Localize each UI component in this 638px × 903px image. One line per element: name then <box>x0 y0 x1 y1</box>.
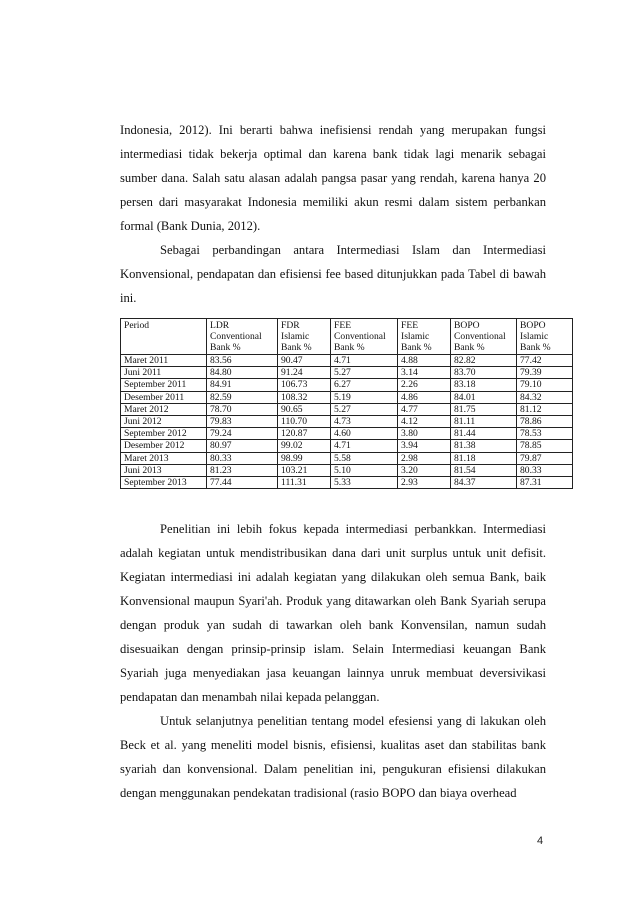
value-cell: 80.33 <box>517 464 573 476</box>
value-cell: 2.26 <box>398 379 451 391</box>
period-cell: Maret 2013 <box>121 452 207 464</box>
value-cell: 84.91 <box>207 379 278 391</box>
value-cell: 4.71 <box>331 440 398 452</box>
value-cell: 81.23 <box>207 464 278 476</box>
value-cell: 78.70 <box>207 403 278 415</box>
value-cell: 111.31 <box>278 477 331 489</box>
period-cell: Juni 2013 <box>121 464 207 476</box>
value-cell: 84.80 <box>207 367 278 379</box>
value-cell: 3.14 <box>398 367 451 379</box>
paragraph-1: Indonesia, 2012). Ini berarti bahwa inefisiensi rendah yang merupakan fungsi intermediasi tidak bekerja optimal dan karena bank tidak lagi menarik sebagai sumber dana. Salah satu alasan adalah pangsa pasar yang rendah, karena hanya 20 persen dari masyarakat Indonesia memiliki akun resmi dalam sistem perbankan formal (Bank Dunia, 2012). <box>120 123 546 233</box>
value-cell: 78.86 <box>517 416 573 428</box>
value-cell: 3.94 <box>398 440 451 452</box>
value-cell: 83.18 <box>451 379 517 391</box>
value-cell: 5.10 <box>331 464 398 476</box>
value-cell: 3.80 <box>398 428 451 440</box>
value-cell: 84.01 <box>451 391 517 403</box>
value-cell: 81.11 <box>451 416 517 428</box>
period-cell: September 2013 <box>121 477 207 489</box>
table-row <box>121 391 573 403</box>
value-cell: 5.19 <box>331 391 398 403</box>
value-cell: 110.70 <box>278 416 331 428</box>
value-cell: 99.02 <box>278 440 331 452</box>
value-cell: 87.31 <box>517 477 573 489</box>
value-cell: 79.87 <box>517 452 573 464</box>
period-cell: Desember 2011 <box>121 391 207 403</box>
table-row <box>121 464 573 476</box>
value-cell: 80.33 <box>207 452 278 464</box>
period-cell: September 2011 <box>121 379 207 391</box>
value-cell: 2.98 <box>398 452 451 464</box>
value-cell: 6.27 <box>331 379 398 391</box>
value-cell: 79.39 <box>517 367 573 379</box>
value-cell: 83.70 <box>451 367 517 379</box>
value-cell: 77.42 <box>517 355 573 367</box>
header-cell: FEE Islamic Bank % <box>398 319 451 355</box>
table-row <box>121 379 573 391</box>
value-cell: 4.71 <box>331 355 398 367</box>
value-cell: 4.88 <box>398 355 451 367</box>
value-cell: 120.87 <box>278 428 331 440</box>
value-cell: 81.38 <box>451 440 517 452</box>
paragraph-2: Sebagai perbandingan antara Intermediasi Islam dan Intermediasi Konvensional, pendapatan dan efisiensi fee based ditunjukkan pada Tabel di bawah ini. <box>120 243 546 305</box>
header-cell: Period <box>121 319 207 355</box>
value-cell: 5.27 <box>331 403 398 415</box>
table-row <box>121 403 573 415</box>
value-cell: 78.85 <box>517 440 573 452</box>
table-body <box>121 355 573 489</box>
table-row <box>121 428 573 440</box>
value-cell: 82.59 <box>207 391 278 403</box>
value-cell: 78.53 <box>517 428 573 440</box>
value-cell: 81.12 <box>517 403 573 415</box>
period-cell: Maret 2012 <box>121 403 207 415</box>
value-cell: 81.75 <box>451 403 517 415</box>
value-cell: 80.97 <box>207 440 278 452</box>
value-cell: 81.44 <box>451 428 517 440</box>
value-cell: 90.65 <box>278 403 331 415</box>
value-cell: 106.73 <box>278 379 331 391</box>
value-cell: 90.47 <box>278 355 331 367</box>
value-cell: 5.33 <box>331 477 398 489</box>
period-cell: September 2012 <box>121 428 207 440</box>
page-number: 4 <box>537 835 544 847</box>
table-row <box>121 440 573 452</box>
value-cell: 82.82 <box>451 355 517 367</box>
header-cell: LDR Conventional Bank % <box>207 319 278 355</box>
period-cell: Juni 2012 <box>121 416 207 428</box>
value-cell: 5.27 <box>331 367 398 379</box>
period-cell: Desember 2012 <box>121 440 207 452</box>
header-cell: FEE Conventional Bank % <box>331 319 398 355</box>
value-cell: 4.86 <box>398 391 451 403</box>
value-cell: 2.93 <box>398 477 451 489</box>
header-cell: FDR Islamic Bank % <box>278 319 331 355</box>
value-cell: 3.20 <box>398 464 451 476</box>
table-header-row <box>121 319 573 355</box>
value-cell: 79.83 <box>207 416 278 428</box>
header-cell: BOPO Islamic Bank % <box>517 319 573 355</box>
value-cell: 4.77 <box>398 403 451 415</box>
value-cell: 98.99 <box>278 452 331 464</box>
paragraph-4: Untuk selanjutnya penelitian tentang model efesiensi yang di lakukan oleh Beck et al. yang meneliti model bisnis, efisiensi, kualitas aset dan stabilitas bank syariah dan konvensional. Dalam penelitian ini, pengukuran efisiensi dilakukan dengan menggunakan pendekatan tradisional (rasio BOPO dan biaya overhead <box>120 714 546 800</box>
period-cell: Maret 2011 <box>121 355 207 367</box>
comparison-table <box>120 318 573 489</box>
value-cell: 77.44 <box>207 477 278 489</box>
value-cell: 84.37 <box>451 477 517 489</box>
table-row <box>121 367 573 379</box>
value-cell: 4.73 <box>331 416 398 428</box>
value-cell: 103.21 <box>278 464 331 476</box>
header-cell: BOPO Conventional Bank % <box>451 319 517 355</box>
value-cell: 91.24 <box>278 367 331 379</box>
value-cell: 5.58 <box>331 452 398 464</box>
table-row <box>121 355 573 367</box>
paragraph-3: Penelitian ini lebih fokus kepada intermediasi perbankkan. Intermediasi adalah kegiatan untuk mendistribusikan dana dari unit surplus untuk unit defisit. Kegiatan intermediasi ini adalah kegiatan yang dilakukan oleh semua Bank, baik Konvensional maupun Syari'ah. Produk yang ditawarkan oleh Bank Syariah serupa dengan produk yan sudah di tawarkan oleh bank Konvensilan, namun sudah disesuaikan dengan prinsip-prinsip islam. Selain Intermediasi keuangan Bank Syariah juga menyediakan jasa keuangan lainnya unruk membuat deversivikasi pendapatan dan menambah nilai kepada pelanggan. <box>120 522 546 704</box>
period-cell: Juni 2011 <box>121 367 207 379</box>
value-cell: 79.24 <box>207 428 278 440</box>
table-row <box>121 452 573 464</box>
value-cell: 4.60 <box>331 428 398 440</box>
value-cell: 81.18 <box>451 452 517 464</box>
table-row <box>121 477 573 489</box>
value-cell: 81.54 <box>451 464 517 476</box>
value-cell: 108.32 <box>278 391 331 403</box>
value-cell: 4.12 <box>398 416 451 428</box>
value-cell: 83.56 <box>207 355 278 367</box>
value-cell: 84.32 <box>517 391 573 403</box>
table-row <box>121 416 573 428</box>
value-cell: 79.10 <box>517 379 573 391</box>
